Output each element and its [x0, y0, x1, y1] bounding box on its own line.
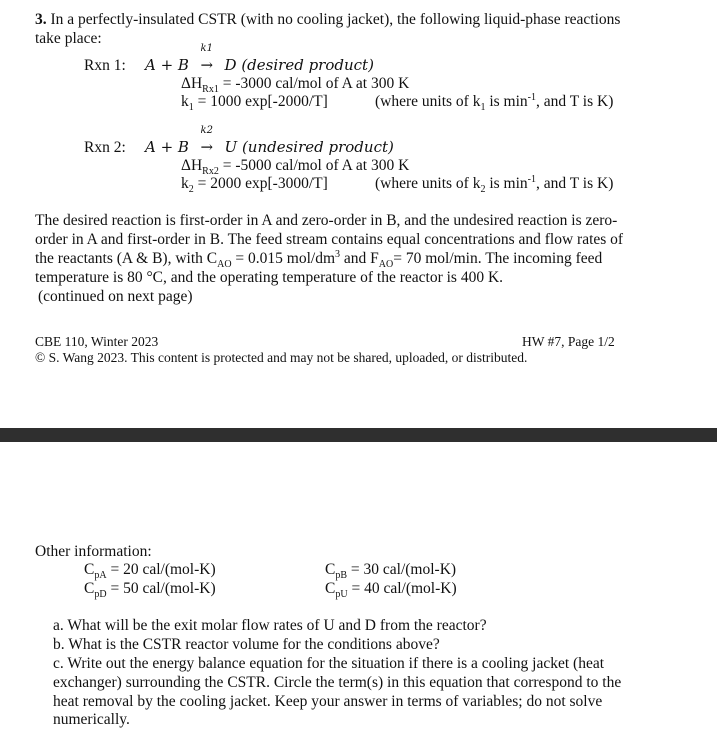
description-line2: order in A and first-order in B. The feed stream contains equal concentrations and flow rates of [35, 231, 624, 248]
question-c-line2: exchanger) surrounding the CSTR. Circle the term(s) in this equation that correspond to the [53, 674, 622, 691]
question-c-line4: numerically. [53, 711, 130, 728]
question-a [53, 616, 487, 635]
description-line3: the reactants (A & B), with $C_{AO} = 0.015$ mol/$dm^3$ and $F_{AO}= 70$ mol/min. The incoming feed [35, 248, 603, 271]
intro-text: In a perfectly-insulated CSTR (with no cooling jacket), the following liquid-phase reactions [50, 11, 621, 28]
problem-number: 3. [35, 11, 47, 28]
rxn2-units-note: (where units of $k_2$ is $\min^{-1}$, and T is K) [375, 173, 614, 196]
rxn1-product: D (desired product) [224, 56, 374, 74]
page-separator [0, 428, 717, 442]
footer-course: CBE 110, Winter 2023 [35, 334, 159, 349]
question-c-line3: heat removal by the cooling jacket. Keep your answer in terms of variables; do not solve [53, 693, 603, 710]
right-arrow-icon: → [200, 138, 214, 156]
question-c [53, 654, 604, 673]
rxn1-enthalpy: $\Delta H_{Rx1} = -3000$ cal/mol of A at 300 K [181, 75, 410, 96]
rxn2-rate-constant: k2 [200, 125, 213, 136]
footer-copyright: © S. Wang 2023. This content is protected and may not be shared, uploaded, or distributed. [35, 350, 528, 365]
heat-capacity-pB: $C_{pB} = 30$ cal/(mol-K) [325, 561, 457, 582]
rxn2-equation [145, 125, 394, 156]
other-info-heading: Other information: [35, 543, 152, 560]
rxn2-label: Rxn 2: [84, 139, 126, 156]
question-b [53, 635, 440, 654]
question-text: Write out the energy balance equation for the situation if there is a cooling jacket (heat [67, 655, 605, 672]
description-line4: temperature is 80 °C, and the operating temperature of the reactor is 400 K. [35, 269, 504, 286]
heat-capacity-pD: $C_{pD} = 50$ cal/(mol-K) [84, 580, 216, 601]
rxn1-reactants: A + B [145, 56, 189, 74]
question-letter: b. [53, 636, 65, 653]
question-text: What will be the exit molar flow rates of U and D from the reactor? [67, 617, 487, 634]
question-letter: c. [53, 655, 64, 672]
footer-page: HW #7, Page 1/2 [522, 334, 615, 349]
question-text: What is the CSTR reactor volume for the conditions above? [68, 636, 440, 653]
question-letter: a. [53, 617, 64, 634]
rxn1-label: Rxn 1: [84, 57, 126, 74]
rxn1-rate-expression: $k_1 = 1000$ exp[-2000/T] [181, 93, 328, 114]
rxn2-reactants: A + B [145, 138, 189, 156]
rxn2-product: U (undesired product) [224, 138, 394, 156]
problem-intro-line1 [35, 10, 620, 29]
rxn1-rate-constant: k1 [200, 43, 213, 54]
heat-capacity-pU: $C_{pU} = 40$ cal/(mol-K) [325, 580, 457, 601]
rxn1-arrow [197, 43, 217, 74]
continued-note: (continued on next page) [38, 288, 193, 305]
rxn1-equation [145, 43, 374, 74]
rxn2-enthalpy: $\Delta H_{Rx2} = -5000$ cal/mol of A at 300 K [181, 157, 410, 178]
heat-capacity-pA: $C_{pA} = 20$ cal/(mol-K) [84, 561, 216, 582]
problem-intro-line2: take place: [35, 30, 102, 47]
rxn1-units-note: (where units of $k_1$ is $\min^{-1}$, and T is K) [375, 91, 614, 114]
description-line1: The desired reaction is first-order in A and zero-order in B, and the undesired reaction is zero- [35, 212, 618, 229]
rxn2-arrow [197, 125, 217, 156]
right-arrow-icon: → [200, 56, 214, 74]
rxn2-rate-expression: $k_2 = 2000$ exp[-3000/T] [181, 175, 328, 196]
